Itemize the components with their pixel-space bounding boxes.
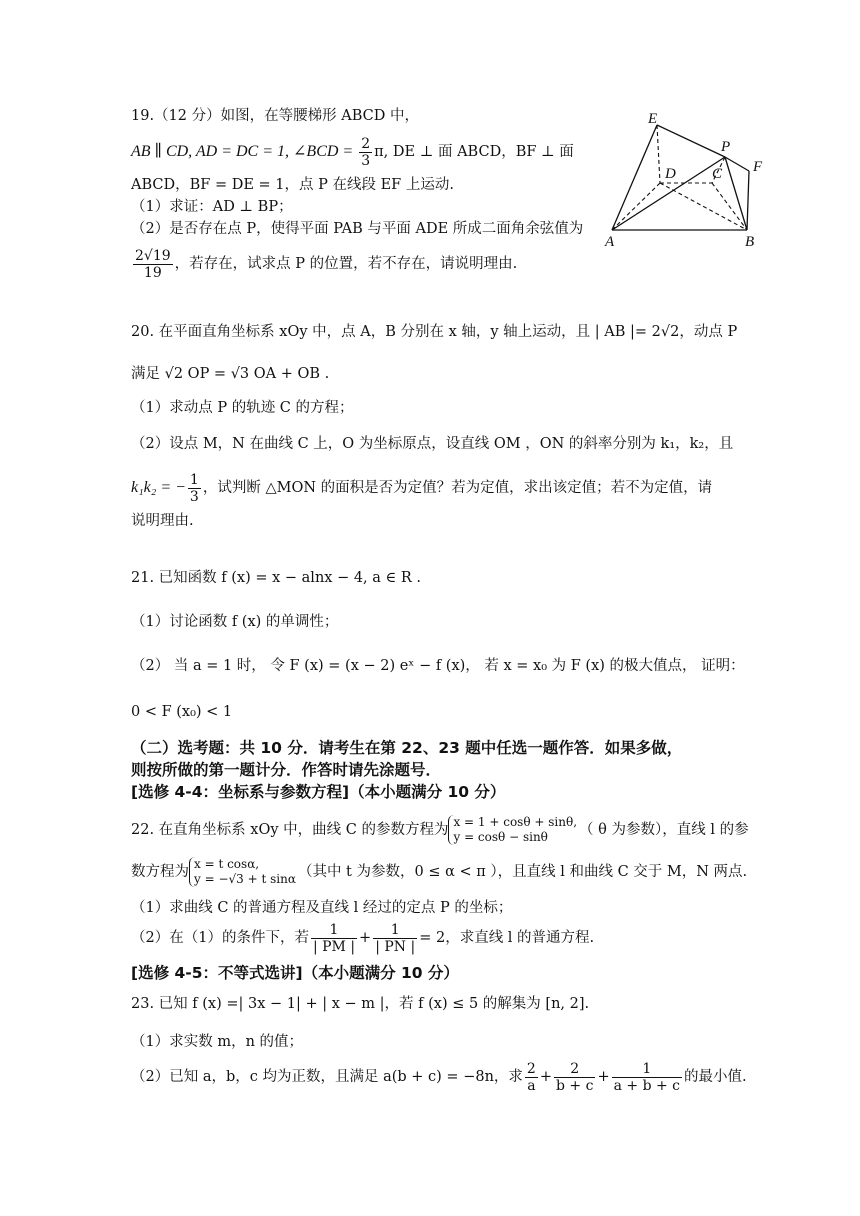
- q22-f1-den: | PM |: [312, 938, 356, 955]
- q23-f2-den: b + c: [556, 1077, 594, 1094]
- q22-f2-num: 1: [373, 922, 417, 939]
- q23-part2: [131, 1054, 747, 1100]
- section-optional-line2: 则按所做的第一题计分．作答时请先涂题号．: [131, 761, 442, 779]
- edge-DA: [612, 183, 660, 230]
- q23-f3-den: a + b + c: [613, 1077, 681, 1094]
- q20-line6: 说明理由.: [131, 513, 194, 529]
- q19-part2: （2）是否存在点 P，使得平面 PAB 与平面 ADE 所成二面角余弦值为: [131, 221, 584, 237]
- q22-line1: [131, 808, 749, 852]
- q19-line6-tail: ，若存在，试求点 P 的位置，若不存在，请说明理由.: [174, 256, 518, 272]
- label-D: D: [665, 166, 676, 182]
- q21-line1: 21. 已知函数 f (x) = x − alnx − 4, a ∈ R .: [131, 570, 421, 586]
- q19-cos-den: 19: [143, 264, 162, 281]
- q19-line1: 19.（12 分）如图，在等腰梯形 ABCD 中，: [131, 108, 419, 124]
- label-F: F: [753, 159, 763, 175]
- q23-f1-num: 2: [526, 1060, 536, 1077]
- q23-part1: （1）求实数 m，n 的值；: [131, 1034, 304, 1050]
- q22-line2-tail: （其中 t 为参数，0 ≤ α < π ），且直线 l 和曲线 C 交于 M，N 两点.: [297, 864, 748, 880]
- label-B: B: [745, 234, 755, 250]
- q22-sys1-eq1: x = 1 + cosθ + sinθ,: [453, 815, 578, 829]
- q19-cos-num: 2√19: [135, 247, 171, 264]
- q19-line6: [131, 242, 517, 286]
- edge-CB: [712, 183, 747, 230]
- q20-line5: [131, 466, 712, 510]
- q23-frac-bc: [554, 1061, 595, 1094]
- q23-part2-tail: 的最小值.: [684, 1069, 747, 1085]
- q21-part1: （1）讨论函数 f (x) 的单调性；: [131, 614, 339, 630]
- q23-f1-den: a: [527, 1077, 536, 1094]
- q22-part2-head: （2）在（1）的条件下，若: [131, 930, 309, 946]
- q23-f2-num: 2: [554, 1061, 595, 1078]
- label-C: C: [712, 166, 723, 182]
- section-4-4-heading: [选修 4-4：坐标系与参数方程]（本小题满分 10 分）: [131, 783, 506, 801]
- q23-plus-2: +: [597, 1069, 610, 1085]
- q19-formula: AB ∥ CD, AD = DC = 1, ∠BCD =: [131, 143, 358, 160]
- q20-part1: （1）求动点 P 的轨迹 C 的方程；: [131, 400, 354, 416]
- q19-cos-fraction: [133, 248, 173, 281]
- q22-part2: [131, 916, 594, 960]
- label-P: P: [721, 139, 731, 155]
- edge-EP: [657, 125, 725, 157]
- q23-line1: 23. 已知 f (x) =| 3x − 1| + | x − m |，若 f (x) ≤ 5 的解集为 [n, 2].: [131, 996, 590, 1012]
- q20-line1: 20. 在平面直角坐标系 xOy 中，点 A，B 分别在 x 轴，y 轴上运动，且 | AB |= 2√2，动点 P: [131, 324, 738, 340]
- edge-DB: [660, 183, 747, 230]
- q23-frac-abc: [612, 1061, 682, 1094]
- q22-sys2-eq1: x = t cosα,: [194, 857, 260, 871]
- q19-geometry-figure: [600, 105, 775, 250]
- q21-part2: （2） 当 a = 1 时， 令 F (x) = (x − 2) eˣ − f (x)， 若 x = x₀ 为 F (x) 的极大值点， 证明：: [131, 658, 745, 674]
- q22-line-param-system: [189, 857, 296, 887]
- q20-fraction: [188, 472, 201, 505]
- q22-line2-head: 数方程为: [131, 864, 189, 880]
- q22-line2: [131, 850, 747, 894]
- q23-part2-head: （2）已知 a，b，c 均为正数，且满足 a(b + c) = −8n，求: [131, 1069, 523, 1085]
- q19-line2: [131, 130, 574, 174]
- q22-f1-num: 1: [311, 922, 357, 939]
- q22-sys2-eq2: y = −√3 + t sinα: [194, 872, 296, 886]
- edge-EA: [612, 125, 657, 230]
- q20-frac-den: 3: [189, 488, 199, 505]
- q20-part2: （2）设点 M，N 在曲线 C 上，O 为坐标原点，设直线 OM ，ON 的斜率分别为 k₁，k₂，且: [131, 436, 734, 452]
- q22-sys1-eq2: y = cosθ − sinθ: [453, 830, 548, 844]
- q19-angle-fraction: [359, 136, 372, 169]
- q22-fraction-pm: [311, 922, 357, 955]
- q22-f2-den: | PN |: [375, 938, 416, 955]
- q19-part1: （1）求证：AD ⊥ BP；: [131, 199, 293, 215]
- q22-plus: +: [359, 930, 372, 946]
- q20-frac-num: 1: [189, 471, 199, 488]
- q22-part2-tail: = 2，求直线 l 的普通方程.: [419, 930, 595, 946]
- q20-line2: 满足 √2 OP = √3 OA + OB .: [131, 366, 330, 382]
- q22-line1-tail: （ θ 为参数），直线 l 的参: [579, 822, 749, 838]
- q21-inequality: 0 < F (x₀) < 1: [131, 704, 233, 720]
- q19-line3: ABCD，BF = DE = 1，点 P 在线段 EF 上运动.: [131, 177, 454, 193]
- label-E: E: [648, 111, 658, 127]
- q23-frac-a: [525, 1061, 538, 1094]
- q20-k-product: k₁k₂ = −: [131, 479, 186, 496]
- edge-ED: [657, 125, 660, 183]
- label-A: A: [605, 234, 615, 250]
- q19-frac-num: 2: [361, 135, 371, 152]
- q19-frac-den: 3: [361, 152, 371, 169]
- q22-line1-head: 22. 在直角坐标系 xOy 中，曲线 C 的参数方程为: [131, 822, 449, 838]
- q22-curve-param-system: [448, 815, 577, 845]
- q19-line2-tail: π, DE ⊥ 面 ABCD，BF ⊥ 面: [374, 144, 574, 160]
- section-optional-line1: （二）选考题：共 10 分．请考生在第 22、23 题中任选一题作答．如果多做，: [131, 739, 683, 757]
- q23-plus-1: +: [539, 1069, 552, 1085]
- section-4-5-heading: [选修 4-5：不等式选讲]（本小题满分 10 分）: [131, 964, 459, 982]
- q22-fraction-pn: [373, 922, 417, 955]
- q23-f3-num: 1: [612, 1061, 682, 1078]
- edge-FB: [747, 171, 749, 230]
- q20-line5-tail: ，试判断 △MON 的面积是否为定值？若为定值，求出该定值；若不为定值，请: [202, 480, 713, 496]
- q22-part1: （1）求曲线 C 的普通方程及直线 l 经过的定点 P 的坐标；: [131, 900, 513, 916]
